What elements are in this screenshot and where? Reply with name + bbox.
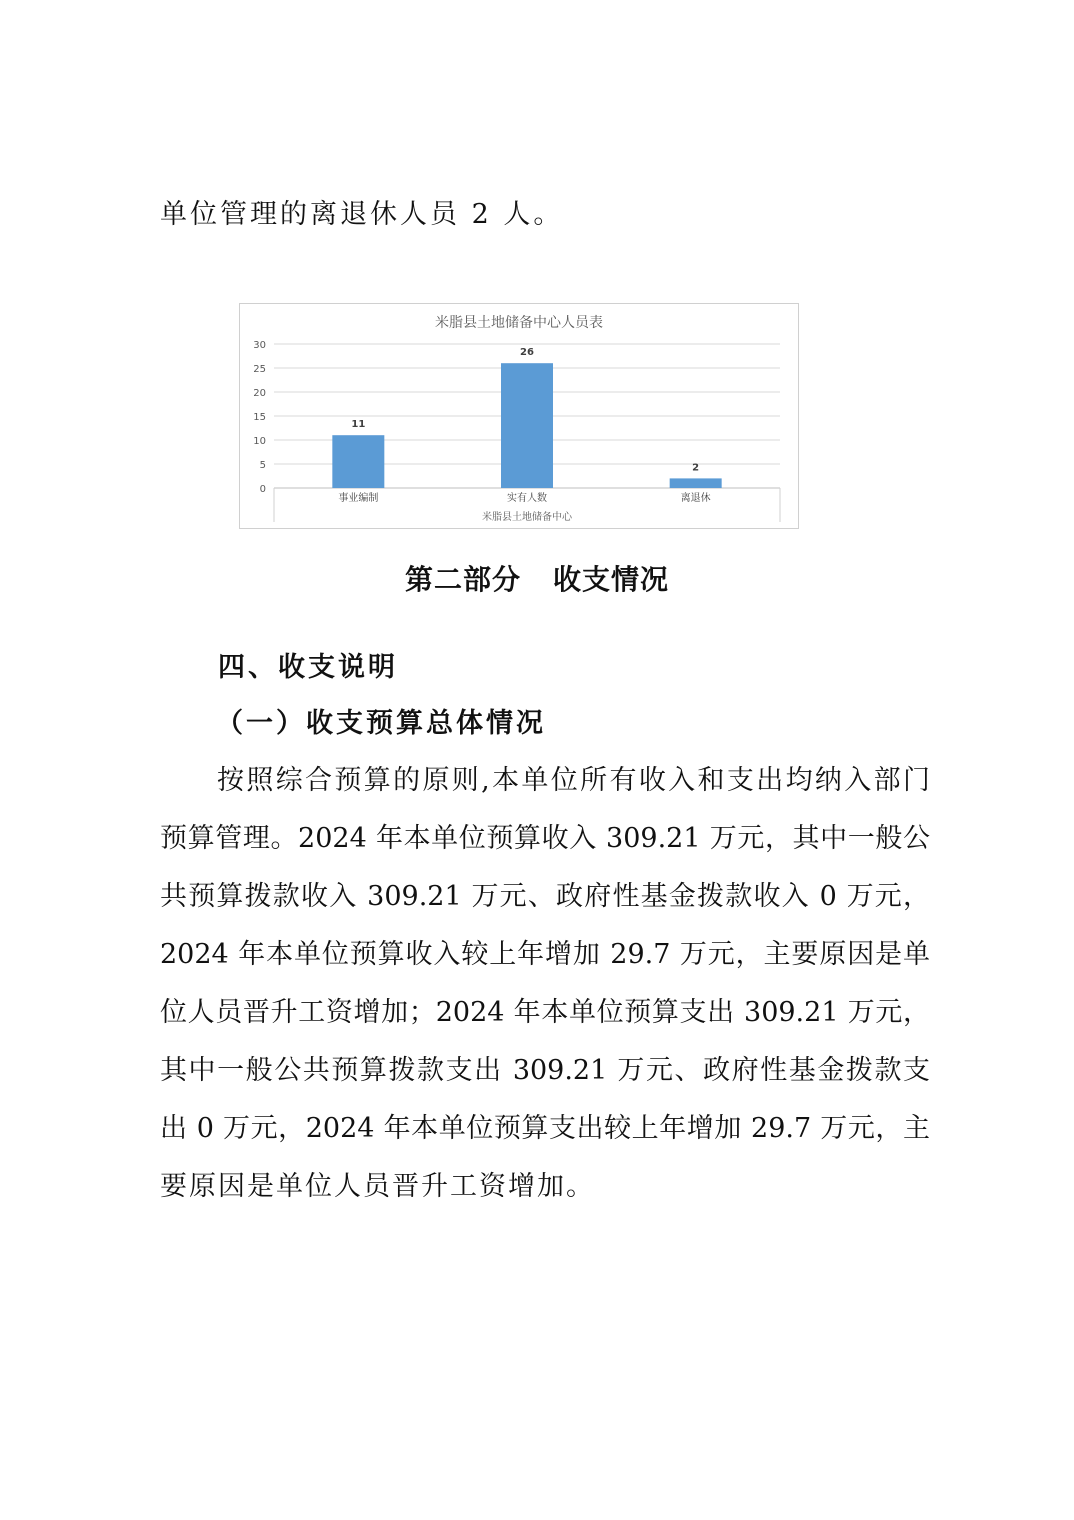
y-tick-label: 30 <box>253 340 266 351</box>
x-category-label: 实有人数 <box>507 493 547 504</box>
chart-svg <box>240 304 798 528</box>
y-tick-label: 20 <box>253 388 266 399</box>
y-tick-label: 10 <box>253 436 266 447</box>
paragraph-line: 出 0 万元，2024 年本单位预算支出较上年增加 29.7 万元，主 <box>160 1113 930 1144</box>
staff-bar-chart <box>239 303 799 529</box>
heading-four: 四、收支说明 <box>218 652 398 683</box>
data-label: 11 <box>351 419 366 431</box>
paragraph-line: 位人员晋升工资增加；2024 年本单位预算支出 309.21 万元， <box>160 997 930 1028</box>
section-name: 收支情况 <box>553 563 670 596</box>
y-tick-label: 0 <box>259 484 266 495</box>
paragraph-line: 其中一般公共预算拨款支出 309.21 万元、政府性基金拨款支 <box>160 1055 930 1086</box>
paragraph-line: 预算管理。2024 年本单位预算收入 309.21 万元，其中一般公 <box>160 823 930 854</box>
section-part: 第二部分 <box>404 563 521 596</box>
bar <box>670 478 722 488</box>
y-tick-label: 5 <box>259 460 266 471</box>
x-group-label: 米脂县土地储备中心 <box>482 512 572 523</box>
x-category-label: 事业编制 <box>338 493 379 504</box>
y-tick-label: 15 <box>253 412 266 423</box>
data-label: 2 <box>692 462 700 474</box>
paragraph-line: 按照综合预算的原则,本单位所有收入和支出均纳入部门 <box>217 765 930 796</box>
bar <box>332 435 384 488</box>
intro-line: 单位管理的离退休人员 2 人。 <box>160 199 564 230</box>
paragraph-line: 共预算拨款收入 309.21 万元、政府性基金拨款收入 0 万元， <box>160 881 930 912</box>
chart-title: 米脂县土地储备中心人员表 <box>435 315 603 331</box>
y-tick-label: 25 <box>253 364 266 375</box>
body-paragraph <box>160 752 930 1216</box>
paragraph-line: 要原因是单位人员晋升工资增加。 <box>160 1171 595 1202</box>
section-title <box>0 558 1074 598</box>
paragraph-line: 2024 年本单位预算收入较上年增加 29.7 万元，主要原因是单 <box>160 939 930 970</box>
subheading-one: （一）收支预算总体情况 <box>216 708 546 739</box>
bar <box>501 363 553 488</box>
x-category-label: 离退休 <box>680 493 711 504</box>
data-label: 26 <box>520 347 534 359</box>
